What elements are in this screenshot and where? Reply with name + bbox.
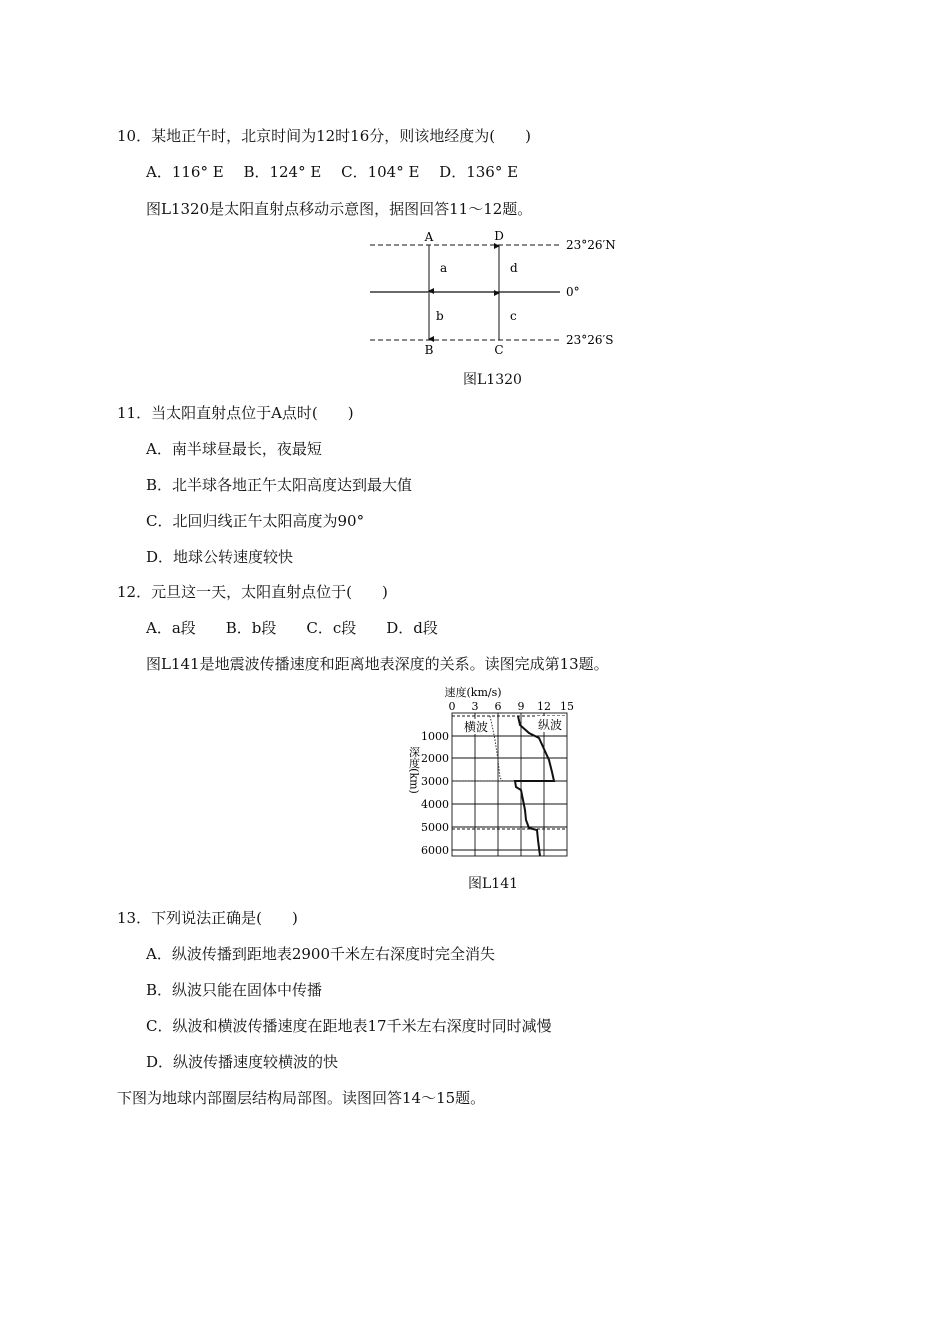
s-wave-label: 横波 <box>463 720 489 734</box>
depth-axis-label: 深度(km) <box>407 746 421 794</box>
segment-c-label: c <box>510 309 517 323</box>
question-13-option-c: C．纵波和横波传播速度在距地表17千米左右深度时同时减慢 <box>146 1017 552 1035</box>
question-13-option-d: D．纵波传播速度较横波的快 <box>146 1053 339 1071</box>
point-d-label: D <box>494 229 504 243</box>
point-c-label: C <box>494 343 504 357</box>
lat-north-label: 23°26′N <box>566 238 616 252</box>
question-10-options: A．116° E B．124° E C．104° E D．136° E <box>146 163 519 181</box>
y-tick-6000: 6000 <box>421 844 449 857</box>
intro-14-15: 下图为地球内部圈层结构局部图。读图回答14～15题。 <box>117 1089 486 1107</box>
question-11-option-a: A．南半球昼最长，夜最短 <box>146 440 322 458</box>
figure-1-caption: 图L1320 <box>463 372 522 388</box>
segment-a-label: a <box>440 261 448 275</box>
speed-axis-label: 速度(km/s) <box>444 686 502 699</box>
x-tick-0: 0 <box>448 700 456 713</box>
question-12-stem: 12．元旦这一天，太阳直射点位于( ) <box>117 583 388 601</box>
y-tick-2000: 2000 <box>421 752 449 765</box>
question-11-option-c: C．北回归线正午太阳高度为90° <box>146 512 365 530</box>
question-13-option-a: A．纵波传播到距地表2900千米左右深度时完全消失 <box>146 945 496 963</box>
lat-equator-label: 0° <box>566 285 580 299</box>
y-tick-1000: 1000 <box>421 730 449 743</box>
question-13-option-b: B．纵波只能在固体中传播 <box>146 981 323 999</box>
lat-south-label: 23°26′S <box>566 333 614 347</box>
intro-13: 图L141是地震波传播速度和距离地表深度的关系。读图完成第13题。 <box>146 655 609 673</box>
question-11-stem: 11．当太阳直射点位于A点时( ) <box>117 404 354 422</box>
x-tick-6: 6 <box>494 700 502 713</box>
point-a-label: A <box>424 230 434 244</box>
y-tick-3000: 3000 <box>421 775 449 788</box>
x-tick-9: 9 <box>517 700 525 713</box>
point-b-label: B <box>424 343 434 357</box>
question-13-stem: 13．下列说法正确是( ) <box>117 909 298 927</box>
figure-2-caption: 图L141 <box>468 876 519 892</box>
question-10-stem: 10．某地正午时，北京时间为12时16分，则该地经度为( ) <box>117 127 531 145</box>
p-wave-label: 纵波 <box>537 718 563 732</box>
intro-11-12: 图L1320是太阳直射点移动示意图，据图回答11～12题。 <box>146 200 533 218</box>
solar-direct-point-diagram <box>360 226 630 361</box>
x-tick-12: 12 <box>537 700 551 713</box>
segment-d-label: d <box>510 261 518 275</box>
x-tick-15: 15 <box>560 700 574 713</box>
question-11-option-b: B．北半球各地正午太阳高度达到最大值 <box>146 476 413 494</box>
x-tick-3: 3 <box>471 700 479 713</box>
segment-b-label: b <box>436 309 444 323</box>
question-12-options: A．a段 B．b段 C．c段 D．d段 <box>146 619 438 637</box>
question-11-option-d: D．地球公转速度较快 <box>146 548 294 566</box>
y-tick-4000: 4000 <box>421 798 449 811</box>
seismic-wave-chart <box>405 684 580 862</box>
y-tick-5000: 5000 <box>421 821 449 834</box>
